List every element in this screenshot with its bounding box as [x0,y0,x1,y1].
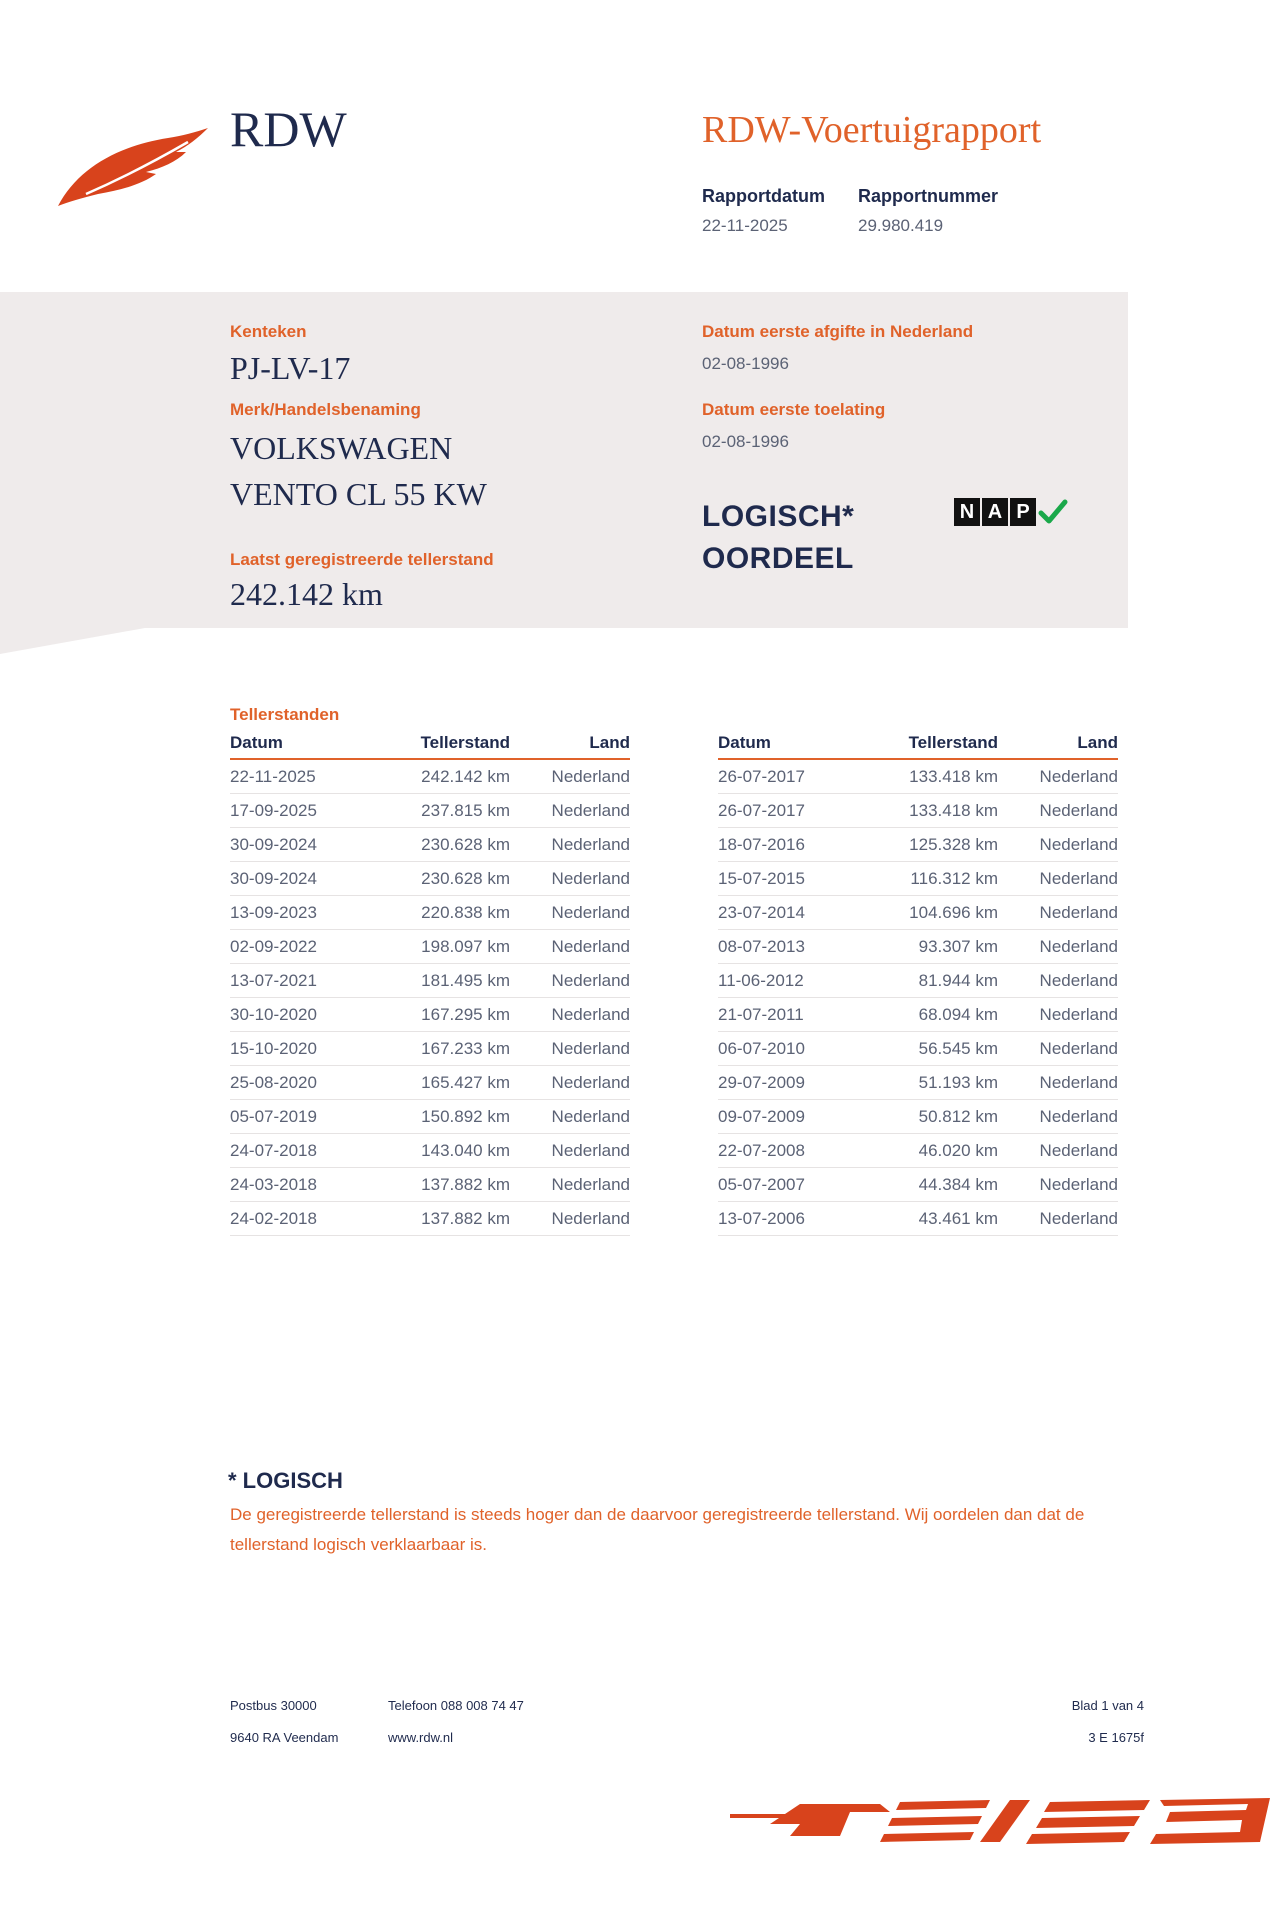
model-value: VENTO CL 55 KW [230,476,487,512]
column-header-date: Datum [718,732,868,759]
cell-date: 09-07-2009 [718,1100,868,1134]
cell-country: Nederland [998,896,1118,930]
odometer-table-right [718,732,1118,1236]
verdict-line-2: OORDEEL [702,542,854,575]
first-issue-nl-label: Datum eerste afgifte in Nederland [702,322,974,341]
first-issue-nl-value: 02-08-1996 [702,354,789,373]
cell-reading: 198.097 km [380,930,510,964]
cell-reading: 167.233 km [380,1032,510,1066]
cell-country: Nederland [998,1066,1118,1100]
table-row [230,1066,630,1100]
cell-country: Nederland [998,828,1118,862]
nap-letter-p: P [1010,498,1036,526]
column-header-reading: Tellerstand [868,732,998,759]
odometer-label: Laatst geregistreerde tellerstand [230,550,494,569]
table-row [718,1134,1118,1168]
cell-date: 02-09-2022 [230,930,380,964]
table-row [718,896,1118,930]
cell-reading: 167.295 km [380,998,510,1032]
cell-reading: 181.495 km [380,964,510,998]
cell-country: Nederland [510,759,630,794]
cell-country: Nederland [510,964,630,998]
plate-value: PJ-LV-17 [230,350,351,386]
table-row [230,930,630,964]
cell-date: 15-07-2015 [718,862,868,896]
table-row [718,1066,1118,1100]
cell-date: 06-07-2010 [718,1032,868,1066]
cell-reading: 46.020 km [868,1134,998,1168]
cell-date: 22-07-2008 [718,1134,868,1168]
logisch-explanation: De geregistreerde tellerstand is steeds hoger dan de daarvoor geregistreerde tellerstand. Wij oordelen dan dat de tellerstand logisch verklaarbaar is. [230,1505,1085,1554]
cell-date: 13-07-2021 [230,964,380,998]
table-row [230,759,630,794]
table-row [230,1032,630,1066]
cell-reading: 242.142 km [380,759,510,794]
cell-country: Nederland [998,1032,1118,1066]
table-row [230,1134,630,1168]
nap-logo [954,492,1068,532]
cell-date: 30-09-2024 [230,862,380,896]
table-row [718,862,1118,896]
table-row [230,1100,630,1134]
cell-reading: 165.427 km [380,1066,510,1100]
cell-country: Nederland [510,1066,630,1100]
cell-date: 30-10-2020 [230,998,380,1032]
footer-city: 9640 RA Veendam [230,1730,339,1745]
cell-country: Nederland [998,862,1118,896]
cell-date: 18-07-2016 [718,828,868,862]
cell-reading: 68.094 km [868,998,998,1032]
cell-reading: 93.307 km [868,930,998,964]
verdict-line-1: LOGISCH* [702,500,855,533]
report-date: 22-11-2025 [702,216,788,235]
table-row [718,794,1118,828]
cell-date: 22-11-2025 [230,759,380,794]
cell-country: Nederland [998,1134,1118,1168]
cell-date: 11-06-2012 [718,964,868,998]
cell-date: 24-03-2018 [230,1168,380,1202]
vehicle-panel [0,292,1128,628]
make-value: VOLKSWAGEN [230,430,453,466]
odometer-section-label: Tellerstanden [230,705,340,724]
decorative-stripes-icon [730,1790,1280,1850]
cell-reading: 137.882 km [380,1202,510,1236]
cell-date: 26-07-2017 [718,759,868,794]
footer-phone: Telefoon 088 008 74 47 [388,1698,524,1713]
cell-date: 26-07-2017 [718,794,868,828]
table-row [718,964,1118,998]
table-row [230,964,630,998]
report-number: 29.980.419 [858,216,944,235]
vehicle-panel-notch [0,628,145,654]
column-header-country: Land [510,732,630,759]
cell-reading: 133.418 km [868,794,998,828]
cell-country: Nederland [510,828,630,862]
cell-date: 15-10-2020 [230,1032,380,1066]
footer-postbus: Postbus 30000 [230,1698,317,1713]
footer-page-number: Blad 1 van 4 [1071,1698,1144,1713]
cell-country: Nederland [510,1168,630,1202]
brand-name: RDW [230,101,347,157]
cell-reading: 133.418 km [868,759,998,794]
cell-date: 21-07-2011 [718,998,868,1032]
cell-country: Nederland [510,896,630,930]
footer-website: www.rdw.nl [388,1730,454,1745]
cell-reading: 150.892 km [380,1100,510,1134]
report-number-label: Rapportnummer [858,186,999,206]
cell-country: Nederland [510,794,630,828]
table-row [718,828,1118,862]
cell-country: Nederland [510,862,630,896]
cell-date: 05-07-2019 [230,1100,380,1134]
cell-country: Nederland [998,794,1118,828]
table-row [230,1168,630,1202]
table-row [718,930,1118,964]
make-label: Merk/Handelsbenaming [230,400,421,419]
cell-country: Nederland [998,1100,1118,1134]
rdw-logo-icon [58,128,208,212]
plate-label: Kenteken [230,322,307,341]
cell-country: Nederland [510,998,630,1032]
cell-country: Nederland [998,930,1118,964]
cell-country: Nederland [510,1134,630,1168]
table-row [230,896,630,930]
table-row [718,1202,1118,1236]
table-row [230,828,630,862]
first-admission-value: 02-08-1996 [702,432,789,451]
cell-country: Nederland [998,759,1118,794]
cell-date: 25-08-2020 [230,1066,380,1100]
odometer-table-left [230,732,630,1236]
footer-code: 3 E 1675f [1088,1730,1144,1745]
cell-reading: 44.384 km [868,1168,998,1202]
cell-reading: 237.815 km [380,794,510,828]
cell-country: Nederland [510,1032,630,1066]
cell-reading: 50.812 km [868,1100,998,1134]
cell-reading: 125.328 km [868,828,998,862]
cell-reading: 137.882 km [380,1168,510,1202]
cell-date: 13-07-2006 [718,1202,868,1236]
cell-reading: 56.545 km [868,1032,998,1066]
cell-reading: 220.838 km [380,896,510,930]
cell-country: Nederland [510,930,630,964]
table-row [230,862,630,896]
cell-reading: 104.696 km [868,896,998,930]
cell-date: 13-09-2023 [230,896,380,930]
cell-country: Nederland [998,998,1118,1032]
checkmark-icon [1038,498,1068,526]
cell-reading: 143.040 km [380,1134,510,1168]
nap-letter-n: N [954,498,980,526]
table-row [718,1168,1118,1202]
cell-country: Nederland [998,1168,1118,1202]
table-row [230,998,630,1032]
cell-date: 17-09-2025 [230,794,380,828]
odometer-value: 242.142 km [230,576,383,612]
report-date-label: Rapportdatum [702,186,825,206]
cell-country: Nederland [510,1202,630,1236]
cell-country: Nederland [998,1202,1118,1236]
table-row [230,794,630,828]
table-row [718,1032,1118,1066]
table-row [718,998,1118,1032]
cell-reading: 230.628 km [380,828,510,862]
table-row [230,1202,630,1236]
nap-letter-a: A [982,498,1008,526]
table-row [718,759,1118,794]
cell-reading: 51.193 km [868,1066,998,1100]
cell-country: Nederland [510,1100,630,1134]
cell-date: 30-09-2024 [230,828,380,862]
cell-reading: 230.628 km [380,862,510,896]
cell-reading: 43.461 km [868,1202,998,1236]
cell-reading: 81.944 km [868,964,998,998]
column-header-date: Datum [230,732,380,759]
cell-date: 24-07-2018 [230,1134,380,1168]
table-row [718,1100,1118,1134]
cell-date: 08-07-2013 [718,930,868,964]
report-title: RDW-Voertuigrapport [702,109,1042,151]
cell-date: 29-07-2009 [718,1066,868,1100]
cell-date: 05-07-2007 [718,1168,868,1202]
cell-country: Nederland [998,964,1118,998]
logisch-heading: * LOGISCH [228,1468,343,1493]
cell-date: 23-07-2014 [718,896,868,930]
cell-reading: 116.312 km [868,862,998,896]
column-header-reading: Tellerstand [380,732,510,759]
cell-date: 24-02-2018 [230,1202,380,1236]
column-header-country: Land [998,732,1118,759]
first-admission-label: Datum eerste toelating [702,400,886,419]
